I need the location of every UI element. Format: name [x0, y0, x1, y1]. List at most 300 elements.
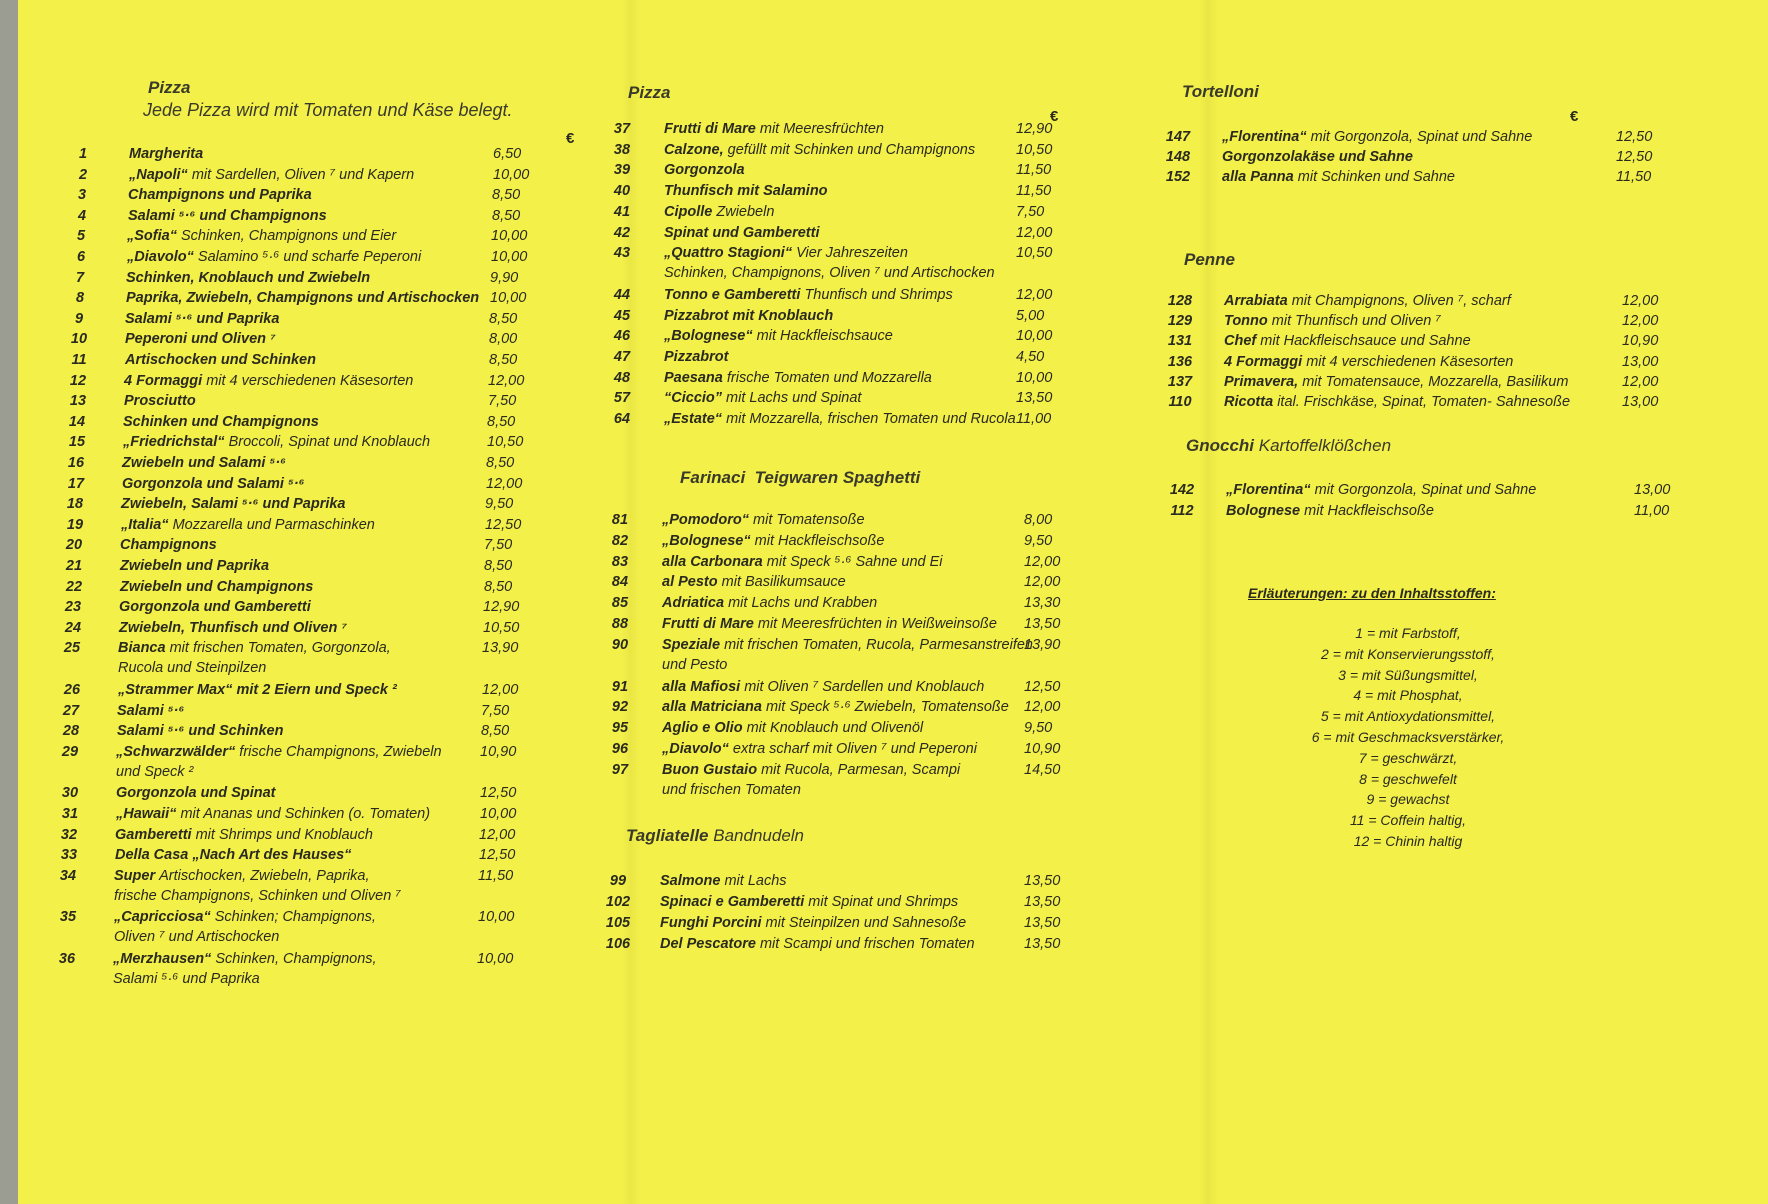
- section-title-farinaci: [680, 468, 920, 488]
- item-title: Schinken, Knoblauch und Zwiebeln: [126, 269, 371, 286]
- menu-item: [1158, 169, 1718, 191]
- item-number: 43: [613, 245, 631, 262]
- item-price: 13,50: [1016, 390, 1053, 407]
- item-description-continued: Salami ⁵·⁶ und Paprika: [113, 971, 260, 987]
- item-description-continued: und Speck ²: [116, 763, 194, 780]
- item-price: 10,00: [480, 806, 517, 822]
- item-name: [128, 208, 327, 224]
- item-number: 34: [59, 867, 77, 884]
- note-item: 8 = geschwefelt: [1359, 770, 1457, 787]
- item-description: Mozzarella und Parmaschinken: [172, 516, 375, 533]
- item-number: 38: [613, 141, 631, 158]
- item-description-continued: frische Champignons, Schinken und Oliven ⁷: [114, 887, 401, 904]
- section-title-pizza: Pizza: [148, 78, 191, 97]
- item-number: 35: [59, 909, 77, 926]
- item-price: 12,50: [1024, 678, 1061, 695]
- menu-item: [52, 682, 572, 704]
- item-number: 39: [613, 162, 631, 179]
- item-number: 64: [613, 411, 631, 428]
- item-price: 12,00: [488, 372, 525, 389]
- item-name: [662, 637, 1033, 653]
- item-name: [118, 640, 391, 656]
- item-title: Artischocken und Schinken: [125, 352, 316, 368]
- item-price: 6,50: [493, 146, 522, 162]
- menu-item: [57, 434, 577, 456]
- item-number: 30: [61, 785, 79, 802]
- item-name: [664, 411, 1016, 427]
- menu-item: [51, 723, 571, 745]
- menu-item: [63, 146, 583, 168]
- item-description: Thunfisch und Shrimps: [804, 286, 953, 303]
- note-item: 2 = mit Konservierungsstoff,: [1321, 645, 1495, 662]
- item-price: 12,50: [479, 847, 516, 864]
- item-price: 8,50: [487, 413, 516, 430]
- item-description: mit Knoblauch und Olivenöl: [746, 720, 924, 737]
- item-price: 10,90: [480, 743, 517, 760]
- menu-item: [600, 720, 1060, 742]
- item-price: 11,50: [478, 867, 514, 884]
- menu-item: [600, 699, 1060, 721]
- item-price: 12,50: [1616, 149, 1653, 165]
- item-price: 12,00: [1622, 313, 1659, 330]
- item-price: 12,00: [482, 682, 519, 698]
- item-title: Arrabiata: [1224, 293, 1288, 309]
- item-name: [662, 741, 977, 757]
- item-price: 7,50: [488, 393, 517, 410]
- item-title: Gorgonzolakäse und Sahne: [1222, 149, 1413, 165]
- item-description: mit Oliven ⁷ Sardellen und Knoblauch: [744, 678, 985, 695]
- item-title: alla Carbonara: [662, 553, 763, 570]
- menu-item: [600, 595, 1060, 617]
- item-name: [662, 762, 960, 778]
- note-item: 9 = gewachst: [1366, 791, 1450, 808]
- item-title: Tonno e Gamberetti: [664, 286, 801, 303]
- item-title: „Pomodoro“: [662, 512, 749, 528]
- item-name: [128, 187, 312, 203]
- item-name: [1224, 394, 1570, 410]
- item-description: mit Gorgonzola, Spinat und Sahne: [1310, 129, 1533, 145]
- item-title: Salami ⁵·⁶ und Paprika: [125, 310, 280, 327]
- item-description-continued: und Pesto: [662, 656, 728, 673]
- item-price: 13,50: [1024, 936, 1061, 952]
- item-name: [117, 723, 283, 739]
- item-name: [662, 595, 877, 611]
- item-description-continued: Schinken, Champignons, Oliven ⁷ und Artischocken: [664, 265, 995, 282]
- item-name: [1222, 129, 1532, 145]
- item-number: 84: [611, 574, 629, 591]
- menu-sheet: [18, 0, 1768, 1204]
- item-number: 48: [613, 369, 631, 386]
- item-name: [121, 517, 375, 533]
- item-number: 5: [76, 228, 86, 245]
- menu-item: [59, 311, 579, 333]
- item-price: 8,50: [489, 310, 518, 327]
- item-price: 10,50: [487, 434, 524, 451]
- menu-item: [1160, 333, 1720, 355]
- item-description: mit Steinpilzen und Sahnesoße: [765, 915, 967, 931]
- item-description: mit Gorgonzola, Spinat und Sahne: [1314, 482, 1537, 498]
- item-name: [125, 311, 279, 327]
- menu-item: [48, 909, 568, 946]
- item-name: [1224, 293, 1511, 309]
- item-number: 106: [605, 936, 631, 952]
- item-name: [122, 476, 305, 492]
- item-number: 45: [613, 307, 631, 324]
- item-description: Artischocken, Zwiebeln, Paprika,: [159, 867, 370, 884]
- menu-item: [60, 290, 580, 312]
- menu-item: [50, 806, 570, 828]
- item-description: mit Hackfleischsoße: [1304, 503, 1434, 519]
- menu-item: [59, 331, 579, 353]
- item-price: 12,00: [1622, 293, 1659, 309]
- item-name: [662, 574, 846, 590]
- item-title: Paesana: [664, 369, 723, 386]
- item-description: mit Scampi und frischen Tomaten: [759, 936, 975, 952]
- menu-item: [55, 496, 575, 518]
- item-number: 16: [67, 455, 85, 471]
- item-title: Gorgonzola und Spinat: [116, 785, 276, 802]
- item-title: Gorgonzola: [664, 162, 745, 179]
- menu-item: [55, 517, 575, 539]
- menu-item: [602, 308, 1062, 330]
- item-price: 11,00: [1016, 411, 1052, 428]
- item-description: mit Champignons, Oliven ⁷, scharf: [1291, 293, 1511, 309]
- menu-item: [1158, 129, 1718, 151]
- menu-item: [62, 187, 582, 209]
- item-title: „Bolognese“: [662, 532, 751, 549]
- note-item: 12 = Chinin haltig: [1353, 833, 1463, 849]
- menu-item: [63, 167, 583, 189]
- item-price: 10,50: [1016, 245, 1053, 262]
- item-price: 8,50: [492, 187, 521, 204]
- item-price: 12,50: [1616, 129, 1653, 145]
- item-description: mit Tomatensoße: [753, 512, 865, 528]
- item-number: 28: [62, 723, 80, 740]
- item-name: [116, 744, 442, 760]
- item-number: 110: [1168, 394, 1192, 410]
- item-number: 36: [58, 951, 76, 967]
- item-name: [662, 679, 984, 695]
- menu-item: [600, 616, 1060, 638]
- item-description: mit Schinken und Sahne: [1297, 169, 1455, 185]
- menu-item: [602, 142, 1062, 164]
- item-name: [660, 936, 975, 952]
- item-name: [119, 599, 311, 615]
- item-name: [660, 873, 787, 889]
- menu-item: [62, 208, 582, 230]
- menu-item: [50, 785, 570, 807]
- item-number: 91: [611, 678, 629, 695]
- item-title: „Italia“: [121, 516, 169, 533]
- item-title: Peperoni und Oliven ⁷: [125, 331, 276, 348]
- item-number: 99: [609, 873, 627, 889]
- item-name: [1222, 169, 1455, 185]
- item-price: 12,50: [480, 785, 517, 802]
- item-name: [116, 806, 430, 822]
- item-name: [662, 616, 997, 632]
- menu-item: [602, 204, 1062, 226]
- item-description: mit Spinat und Shrimps: [808, 894, 959, 910]
- item-number: 47: [613, 349, 631, 365]
- item-price: 8,50: [484, 558, 513, 574]
- item-name: [1226, 482, 1536, 498]
- item-description: mit Sardellen, Oliven ⁷ und Kapern: [191, 166, 415, 183]
- menu-item: [598, 873, 1061, 895]
- item-description: mit Lachs: [724, 873, 787, 889]
- item-price: 13,50: [1024, 616, 1061, 632]
- item-title: Spinaci e Gamberetti: [660, 894, 805, 910]
- item-price: 7,50: [1016, 203, 1045, 220]
- item-name: [664, 245, 908, 261]
- item-title: Bolognese: [1226, 503, 1301, 519]
- menu-item: [56, 455, 576, 477]
- item-description: mit Hackfleischsoße: [754, 532, 885, 549]
- item-price: 5,00: [1016, 307, 1045, 324]
- item-price: 13,50: [1024, 894, 1061, 910]
- item-name: [117, 703, 184, 719]
- item-title: Zwiebeln und Paprika: [120, 558, 270, 574]
- item-number: 92: [611, 699, 629, 716]
- item-description: mit 4 verschiedenen Käsesorten: [1306, 353, 1514, 370]
- item-description: mit Hackfleischsauce und Sahne: [1260, 333, 1471, 350]
- item-number: 129: [1167, 313, 1193, 330]
- item-number: 23: [64, 599, 82, 616]
- item-title: „Merzhausen“: [113, 951, 212, 967]
- item-name: [113, 951, 377, 967]
- item-title: Salami ⁵·⁶ und Champignons: [128, 207, 327, 224]
- section-title-gnocchi: [1186, 436, 1391, 456]
- item-price: 11,00: [1634, 503, 1670, 519]
- item-title: Gamberetti: [115, 826, 192, 843]
- item-title: alla Panna: [1222, 169, 1294, 185]
- item-title: „Hawaii“: [116, 806, 177, 822]
- item-number: 102: [605, 894, 631, 910]
- tagliatelle-title: Tagliatelle: [626, 826, 709, 845]
- item-number: 83: [611, 553, 629, 570]
- item-description-continued: und frischen Tomaten: [662, 781, 801, 798]
- section-title-penne: Penne: [1184, 250, 1236, 269]
- item-title: „Diavolo“: [127, 249, 194, 265]
- item-title: Della Casa „Nach Art des Hauses“: [115, 847, 352, 864]
- item-number: 97: [611, 761, 629, 778]
- menu-item: [57, 414, 577, 436]
- menu-item: [61, 249, 581, 271]
- item-name: [118, 682, 397, 698]
- item-title: Thunfisch mit Salamino: [664, 183, 828, 200]
- item-title: Bianca: [118, 640, 166, 657]
- menu-item: [602, 370, 1062, 392]
- item-title: Tonno: [1224, 313, 1268, 330]
- menu-item: [48, 867, 568, 904]
- section-subtitle: Jede Pizza wird mit Tomaten und Käse belegt.: [143, 100, 513, 120]
- item-description: mit Meeresfrüchten: [759, 121, 884, 137]
- item-price: 9,90: [490, 269, 519, 286]
- item-title: 4 Formaggi: [1224, 353, 1303, 370]
- item-price: 8,50: [481, 723, 510, 740]
- menu-item: [54, 537, 574, 559]
- item-price: 10,00: [478, 909, 515, 926]
- item-price: 14,50: [1024, 761, 1061, 778]
- menu-item: [602, 225, 1062, 247]
- menu-item: [53, 599, 573, 621]
- menu-item: [600, 636, 1061, 673]
- item-price: 12,90: [1016, 121, 1053, 137]
- item-name: [664, 162, 745, 178]
- item-title: Del Pescatore: [660, 936, 756, 952]
- item-number: 82: [611, 532, 629, 549]
- menu-item: [59, 352, 579, 374]
- item-number: 24: [64, 619, 82, 636]
- item-name: [662, 512, 865, 528]
- section-title-tagliatelle: [626, 826, 804, 846]
- menu-item: [600, 533, 1060, 555]
- item-name: [664, 370, 932, 386]
- item-description: mit Thunfisch und Oliven ⁷: [1271, 313, 1441, 330]
- menu-item: [52, 640, 572, 677]
- item-name: [126, 290, 479, 306]
- note-item: 3 = mit Süßungsmittel,: [1338, 666, 1478, 683]
- item-description: frische Champignons, Zwiebeln: [239, 743, 442, 760]
- item-description: mit Tomatensauce, Mozzarella, Basilikum: [1302, 373, 1569, 390]
- item-description: mit Speck ⁵·⁶ Sahne und Ei: [766, 553, 943, 570]
- menu-item: [1160, 374, 1720, 396]
- currency-label: €: [566, 130, 575, 147]
- item-name: [662, 720, 923, 736]
- item-number: 10: [70, 331, 88, 348]
- item-title: Champignons: [120, 537, 217, 554]
- item-name: [1224, 333, 1471, 349]
- menu-item: [598, 936, 1061, 958]
- item-number: 142: [1169, 482, 1195, 498]
- menu-item: [1162, 482, 1722, 504]
- item-title: Zwiebeln, Thunfisch und Oliven ⁷: [119, 619, 347, 636]
- item-number: 81: [611, 512, 629, 528]
- menu-item: [1160, 354, 1720, 376]
- item-price: 9,50: [1024, 532, 1053, 549]
- item-description: mit Shrimps und Knoblauch: [195, 826, 373, 843]
- item-name: [664, 225, 820, 241]
- item-price: 12,00: [1016, 224, 1053, 241]
- item-title: Salmone: [660, 873, 721, 889]
- item-description: mit Mozzarella, frischen Tomaten und Rucola: [726, 411, 1016, 428]
- item-description: mit Lachs und Spinat: [726, 390, 862, 407]
- item-number: 57: [613, 390, 631, 407]
- item-number: 19: [66, 516, 84, 533]
- item-title: „Diavolo“: [662, 741, 729, 757]
- menu-item: [600, 554, 1060, 576]
- item-name: [127, 249, 421, 265]
- item-name: [119, 620, 347, 636]
- item-title: Funghi Porcini: [660, 915, 762, 931]
- menu-item: [56, 476, 576, 498]
- item-title: Salami ⁵·⁶: [117, 702, 185, 719]
- currency-label: €: [1050, 108, 1059, 125]
- item-title: Spinat und Gamberetti: [664, 224, 820, 241]
- item-title: 4 Formaggi: [124, 372, 203, 389]
- item-title: Ricotta: [1224, 394, 1274, 410]
- item-name: [120, 579, 313, 595]
- item-title: Schinken und Champignons: [123, 413, 319, 430]
- item-price: 10,00: [493, 166, 530, 183]
- item-name: [126, 270, 370, 286]
- item-title: Speziale: [662, 636, 721, 653]
- note-item: 7 = geschwärzt,: [1358, 749, 1458, 766]
- item-number: 41: [613, 203, 631, 220]
- item-description: Schinken, Champignons,: [215, 951, 377, 967]
- item-price: 12,50: [485, 516, 522, 533]
- menu-item: [53, 620, 573, 642]
- item-price: 12,00: [1016, 286, 1053, 303]
- section-title-tortelloni: Tortelloni: [1182, 82, 1259, 101]
- item-number: 90: [611, 636, 629, 653]
- item-number: 25: [63, 640, 81, 657]
- item-name: [1224, 313, 1441, 329]
- menu-item: [1160, 394, 1720, 416]
- item-name: [129, 167, 414, 183]
- item-number: 85: [611, 595, 629, 612]
- item-number: 137: [1167, 373, 1193, 390]
- menu-item: [602, 390, 1062, 412]
- menu-item: [600, 679, 1060, 701]
- menu-item: [1160, 313, 1720, 335]
- menu-item: [602, 162, 1062, 184]
- item-number: 40: [613, 183, 631, 200]
- item-number: 2: [78, 166, 88, 183]
- item-number: 33: [60, 847, 78, 864]
- item-price: 4,50: [1016, 349, 1045, 365]
- item-number: 32: [60, 826, 78, 843]
- item-price: 12,00: [1622, 373, 1659, 390]
- item-price: 10,50: [1016, 141, 1053, 158]
- item-title: „Florentina“: [1222, 129, 1307, 145]
- item-price: 8,00: [1024, 512, 1053, 528]
- item-description: ital. Frischkäse, Spinat, Tomaten- Sahnesoße: [1277, 394, 1571, 410]
- item-title: Gorgonzola und Gamberetti: [119, 599, 311, 616]
- item-name: [662, 533, 884, 549]
- item-description: mit Lachs und Krabben: [728, 595, 878, 612]
- menu-item: [50, 743, 570, 780]
- item-number: 131: [1167, 333, 1193, 350]
- item-number: 112: [1170, 503, 1194, 519]
- item-number: 27: [62, 702, 80, 719]
- item-number: 147: [1165, 129, 1191, 145]
- menu-item: [598, 894, 1061, 916]
- item-name: [664, 328, 893, 344]
- item-price: 8,50: [489, 352, 518, 368]
- item-price: 10,00: [491, 228, 528, 245]
- menu-item: [598, 915, 1061, 937]
- item-name: [124, 373, 413, 389]
- item-number: 8: [75, 290, 85, 307]
- item-price: 10,00: [1016, 328, 1053, 345]
- item-title: „Napoli“: [129, 166, 188, 183]
- item-price: 8,50: [484, 578, 513, 595]
- item-price: 13,00: [1622, 394, 1659, 410]
- item-price: 10,90: [1622, 333, 1659, 350]
- item-number: 148: [1165, 149, 1191, 165]
- item-price: 10,90: [1024, 741, 1061, 757]
- item-price: 12,00: [486, 475, 523, 492]
- item-price: 11,50: [1016, 162, 1052, 179]
- item-name: [127, 228, 396, 244]
- item-title: Adriatica: [662, 595, 725, 612]
- item-title: „Quattro Stagioni“: [664, 245, 793, 262]
- item-title: „Sofia“: [127, 228, 177, 245]
- item-number: 46: [613, 328, 631, 345]
- item-description: mit Basilikumsauce: [721, 574, 846, 591]
- item-title: „Bolognese“: [664, 328, 753, 345]
- item-title: al Pesto: [662, 574, 718, 591]
